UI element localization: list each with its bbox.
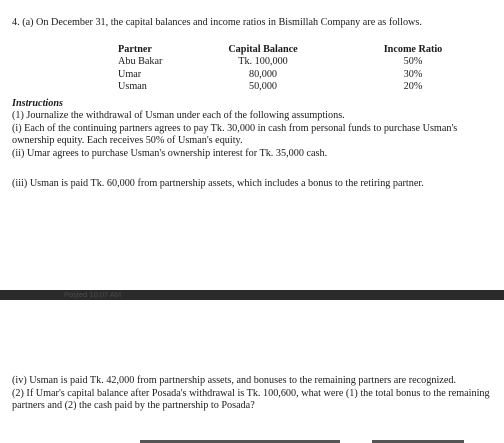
instruction-item: (iv) Usman is paid Tk. 42,000 from partnership assets, and bonuses to the remaining partners are recognized. <box>12 375 456 386</box>
instruction-iii <box>12 178 496 191</box>
continued-questions <box>12 375 496 413</box>
header-income-ratio: Income Ratio <box>383 44 443 55</box>
cell-capital: 80,000 <box>248 68 277 80</box>
cell-ratio: 30% <box>403 68 423 80</box>
instructions-heading: Instructions <box>12 98 63 109</box>
posted-timestamp: Posted 10:07 AM <box>64 290 122 299</box>
cell-partner: Abu Bakar <box>118 56 163 68</box>
question-intro-text: 4. (a) On December 31, the capital balances and income ratios in Bismillah Company are as follows. <box>12 17 422 28</box>
header-capital-balance: Capital Balance <box>228 44 298 55</box>
question-2: (2) If Umar's capital balance after Posada's withdrawal is Tk. 100,600, what were (1) the total bonus to the remaining partners and (2) the cash paid by the partnership to Posada? <box>12 387 490 412</box>
header-partner: Partner <box>118 44 152 55</box>
cell-ratio: 20% <box>403 81 423 93</box>
table-row <box>118 81 448 93</box>
table-row <box>118 56 448 68</box>
table-header-row <box>118 44 448 56</box>
cell-partner: Usman <box>118 81 147 93</box>
cell-capital: Tk. 100,000 <box>238 56 288 68</box>
instruction-item: (i) Each of the continuing partners agrees to pay Tk. 30,000 in cash from personal funds to purchase Usman's ownership equity. Each receives 50% of Usman's equity. <box>12 122 458 147</box>
cell-capital: 50,000 <box>248 81 277 93</box>
capital-table <box>118 44 448 94</box>
instructions-list <box>12 110 496 160</box>
cell-partner: Umar <box>118 68 142 80</box>
instruction-item: (1) Journalize the withdrawal of Usman under each of the following assumptions. <box>12 110 345 121</box>
question-intro <box>12 17 496 30</box>
instruction-item: (iii) Usman is paid Tk. 60,000 from partnership assets, which includes a bonus to the retiring partner. <box>12 178 424 189</box>
instruction-item: (ii) Umar agrees to purchase Usman's ownership interest for Tk. 35,000 cash. <box>12 147 328 159</box>
table-row <box>118 69 448 81</box>
cell-ratio: 50% <box>403 56 423 68</box>
